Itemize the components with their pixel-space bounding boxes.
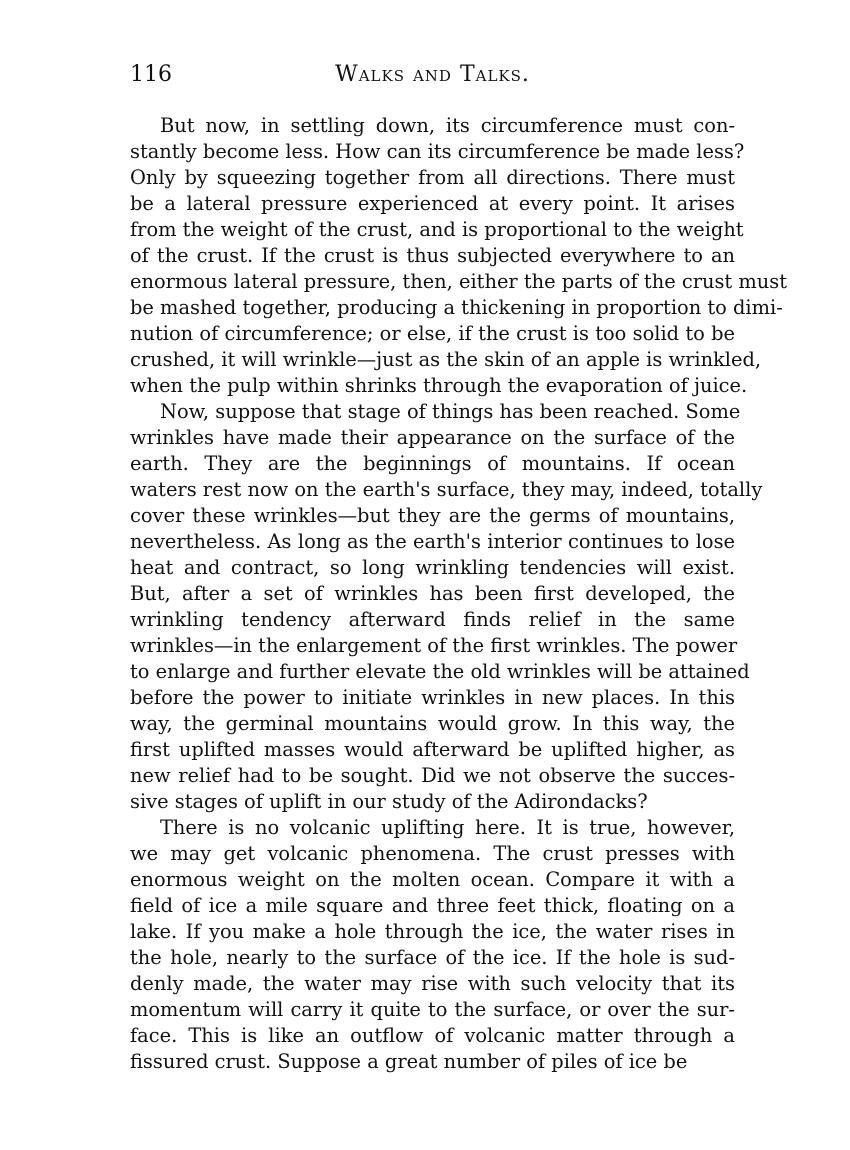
- text-line: But, after a set of wrinkles has been first developed, the: [130, 582, 735, 605]
- text-line: But now, in settling down, its circumference must con-: [160, 114, 735, 137]
- text-line: nevertheless. As long as the earth's interior continues to lose: [130, 530, 735, 553]
- text-line: before the power to initiate wrinkles in new places. In this: [130, 686, 735, 709]
- text-line: enormous lateral pressure, then, either the parts of the crust must: [130, 270, 787, 293]
- text-line: face. This is like an outflow of volcanic matter through a: [130, 1024, 735, 1047]
- text-line: when the pulp within shrinks through the evaporation of juice.: [130, 374, 748, 397]
- text-line: wrinkles—in the enlargement of the first wrinkles. The power: [130, 634, 738, 657]
- text-line: from the weight of the crust, and is proportional to the weight: [130, 218, 744, 241]
- text-line: stantly become less. How can its circumference be made less?: [130, 140, 745, 163]
- page-header: [130, 62, 735, 92]
- text-line: enormous weight on the molten ocean. Compare it with a: [130, 868, 735, 891]
- paragraph: [130, 399, 763, 815]
- text-line: crushed, it will wrinkle—just as the skin of an apple is wrinkled,: [130, 348, 762, 371]
- text-line: of the crust. If the crust is thus subjected everywhere to an: [130, 244, 735, 267]
- text-line: momentum will carry it quite to the surface, or over the sur-: [130, 998, 735, 1021]
- text-line: be mashed together, producing a thickening in proportion to dimi-: [130, 296, 783, 319]
- text-line: be a lateral pressure experienced at every point. It arises: [130, 192, 735, 215]
- text-line: sive stages of uplift in our study of the Adirondacks?: [130, 790, 648, 813]
- text-line: nution of circumference; or else, if the crust is too solid to be: [130, 322, 735, 345]
- text-line: cover these wrinkles—but they are the germs of mountains,: [130, 504, 735, 527]
- text-line: Now, suppose that stage of things has been reached. Some: [160, 400, 741, 423]
- text-line: first uplifted masses would afterward be uplifted higher, as: [130, 738, 735, 761]
- running-title: Walks and Talks.: [335, 62, 530, 87]
- text-line: wrinkling tendency afterward finds relief in the same: [130, 608, 735, 631]
- text-line: wrinkles have made their appearance on the surface of the: [130, 426, 735, 449]
- text-line: fissured crust. Suppose a great number of piles of ice be: [130, 1050, 688, 1073]
- text-line: new relief had to be sought. Did we not observe the succes-: [130, 764, 735, 787]
- text-line: way, the germinal mountains would grow. In this way, the: [130, 712, 735, 735]
- page-number: 116: [130, 62, 172, 87]
- text-line: field of ice a mile square and three feet thick, floating on a: [130, 894, 735, 917]
- text-line: waters rest now on the earth's surface, they may, indeed, totally: [130, 478, 763, 501]
- text-line: denly made, the water may rise with such velocity that its: [130, 972, 735, 995]
- text-line: we may get volcanic phenomena. The crust presses with: [130, 842, 735, 865]
- paragraph: [130, 113, 787, 399]
- text-line: the hole, nearly to the surface of the ice. If the hole is sud-: [130, 946, 735, 969]
- text-line: heat and contract, so long wrinkling tendencies will exist.: [130, 556, 735, 579]
- text-line: to enlarge and further elevate the old wrinkles will be attained: [130, 660, 750, 683]
- text-line: Only by squeezing together from all directions. There must: [130, 166, 735, 189]
- text-line: earth. They are the beginnings of mountains. If ocean: [130, 452, 735, 475]
- body-text: [130, 113, 787, 1075]
- text-line: There is no volcanic uplifting here. It is true, however,: [160, 816, 735, 839]
- text-line: lake. If you make a hole through the ice, the water rises in: [130, 920, 735, 943]
- paragraph: [130, 815, 735, 1075]
